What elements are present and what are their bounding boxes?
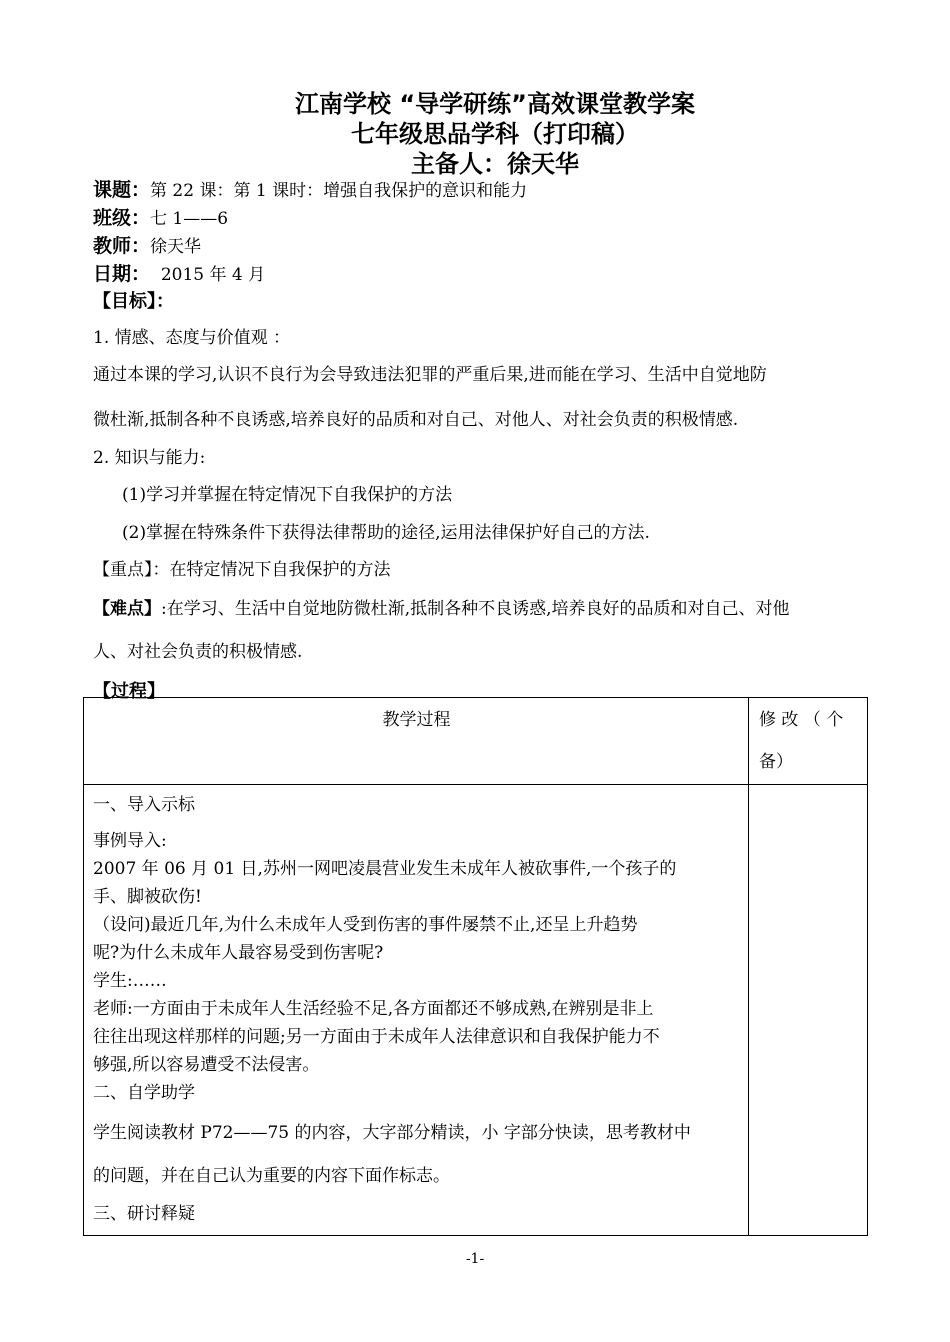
col-header-note-line2: 备） (759, 752, 793, 772)
teacher-label: 教师： (93, 235, 151, 257)
doc-subtitle: 七年级思品学科（打印稿） (351, 120, 639, 148)
process-line: 学生:…… (93, 971, 167, 991)
teacher-value: 徐天华 (150, 237, 202, 257)
difficulty-row (93, 594, 790, 619)
goal-item-2-sub-2: (2)掌握在特殊条件下获得法律帮助的途径,运用法律保护好自己的方法. (122, 523, 650, 543)
process-line: 往往出现这样那样的问题;另一方面由于未成年人法律意识和自我保护能力不 (93, 1027, 660, 1047)
page-number: -1- (465, 1251, 485, 1267)
process-table-row (84, 785, 868, 1236)
process-heading: 【过程】 (93, 681, 165, 702)
class-row (93, 203, 228, 230)
class-value: 七 1——6 (150, 209, 229, 229)
doc-title: 江南学校 “导学研练”高效课堂教学案 (295, 90, 695, 118)
process-line: 的问题，并在自己认为重要的内容下面作标志。 (93, 1166, 450, 1186)
goal-item-2: 2. 知识与能力: (93, 448, 206, 468)
topic-label: 课题： (93, 179, 151, 201)
process-note-cell (749, 785, 868, 1236)
date-label: 日期： (93, 263, 151, 285)
goal-item-2-sub-1: (1)学习并掌握在特定情况下自我保护的方法 (122, 485, 453, 505)
process-line: 2007 年 06 月 01 日,苏州一网吧凌晨营业发生未成年人被砍事件,一个孩子的 (93, 859, 677, 879)
process-line: 事例导入: (93, 831, 167, 851)
process-line: 手、脚被砍伤! (93, 887, 202, 907)
process-table-header (84, 698, 868, 785)
key-point-text: ：在特定情况下自我保护的方法 (152, 560, 391, 580)
process-line: 够强,所以容易遭受不法侵害。 (93, 1055, 320, 1075)
process-line: 老师:一方面由于未成年人生活经验不足,各方面都还不够成熟,在辨别是非上 (93, 999, 654, 1019)
process-content-cell (84, 785, 749, 1236)
key-point-row (93, 555, 391, 580)
topic-row (93, 175, 527, 202)
process-table (83, 697, 868, 1236)
col-header-note-line1: 修 改 （ 个 (759, 710, 844, 730)
date-row (93, 259, 265, 286)
process-line: 呢?为什么未成年人最容易受到伤害呢? (93, 943, 384, 963)
process-line: 二、自学助学 (93, 1083, 195, 1103)
doc-author-line: 主备人：徐天华 (411, 150, 579, 178)
process-line: 一、导入示标 (93, 795, 195, 815)
key-point-label: 【重点】 (93, 560, 153, 580)
col-header-note (749, 698, 868, 785)
process-line: （设问)最近几年,为什么未成年人受到伤害的事件屡禁不止,还呈上升趋势 (93, 915, 638, 935)
col-header-main (84, 698, 749, 785)
goals-heading: 【目标】： (93, 291, 174, 312)
goal-item-1: 1. 情感、态度与价值观 ： (93, 328, 291, 348)
difficulty-label: 【难点】 (93, 599, 161, 619)
topic-value: 第 22 课：第 1 课时：增强自我保护的意识和能力 (150, 181, 528, 201)
col-header-main-label: 教学过程 (382, 710, 451, 730)
process-line: 三、研讨释疑 (93, 1204, 195, 1224)
date-value: 2015 年 4 月 (160, 265, 266, 285)
goal-item-1-text-line1: 通过本课的学习,认识不良行为会导致违法犯罪的严重后果,进而能在学习、生活中自觉地防 (93, 365, 767, 385)
goal-item-1-text-line2: 微杜渐,抵制各种不良诱惑,培养良好的品质和对自己、对他人、对社会负责的积极情感. (93, 410, 739, 430)
difficulty-text-line2: 人、对社会负责的积极情感. (93, 642, 303, 662)
teacher-row (93, 231, 201, 258)
difficulty-text-line1: :在学习、生活中自觉地防微杜渐,抵制各种不良诱惑,培养良好的品质和对自己、对他 (161, 599, 790, 619)
process-line: 学生阅读教材 P72——75 的内容，大字部分精读，小 字部分快读，思考教材中 (93, 1123, 691, 1143)
class-label: 班级： (93, 207, 151, 229)
